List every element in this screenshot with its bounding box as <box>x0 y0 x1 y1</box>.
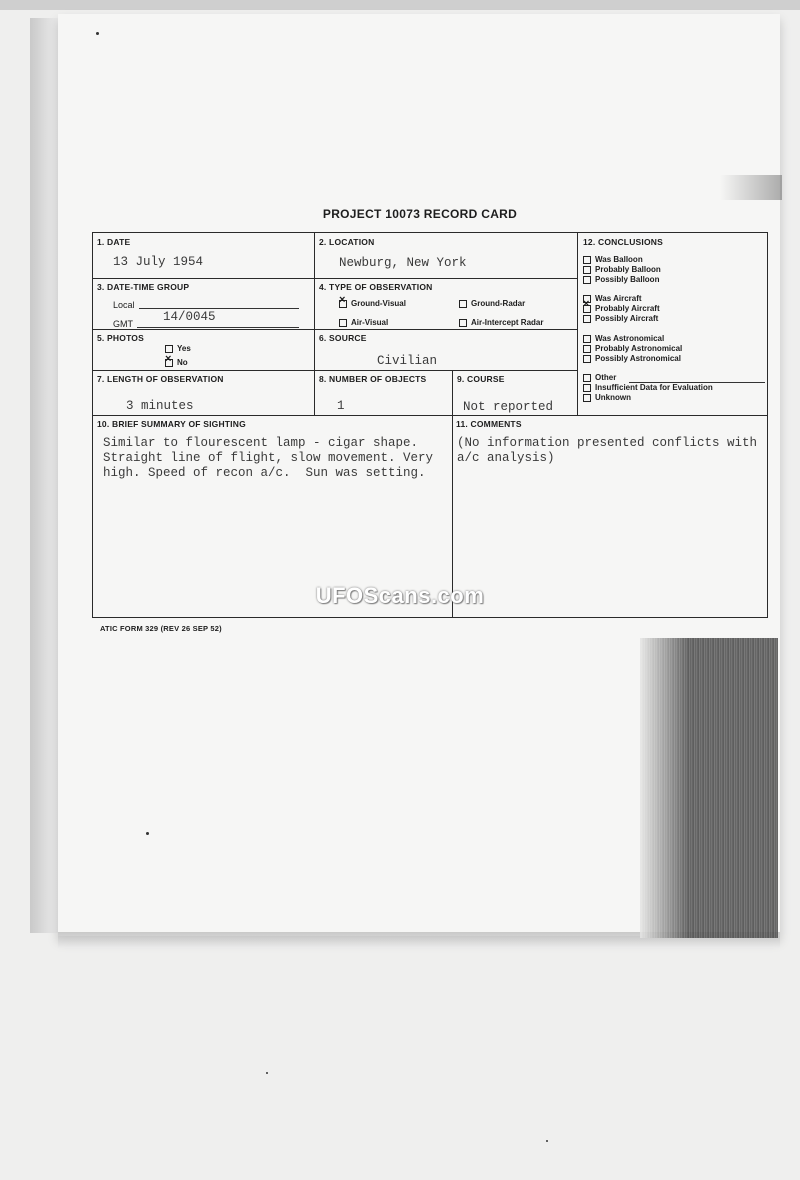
conclusion-text: Insufficient Data for Evaluation <box>595 383 713 392</box>
conclusion-text: Probably Astronomical <box>595 344 683 353</box>
conclusions-label: 12. CONCLUSIONS <box>583 237 663 247</box>
checkbox-icon <box>583 355 591 363</box>
source-label: 6. SOURCE <box>319 333 367 343</box>
checkbox-icon <box>583 374 591 382</box>
date-label: 1. DATE <box>97 237 131 247</box>
scan-speck <box>96 32 99 35</box>
source-value: Civilian <box>377 354 438 368</box>
form-id: ATIC FORM 329 (REV 26 SEP 52) <box>100 624 222 633</box>
conclusion-text: Unknown <box>595 393 631 402</box>
conclusion-text: Probably Aircraft <box>595 304 660 313</box>
conclusion-item <box>583 334 664 344</box>
conclusion-item <box>583 314 658 324</box>
comments-line: a/c analysis) <box>457 451 555 465</box>
divider <box>93 329 577 330</box>
conclusion-text: Possibly Aircraft <box>595 314 659 323</box>
checkbox-icon <box>583 345 591 353</box>
checkbox-checked-icon <box>583 305 591 313</box>
divider <box>452 370 453 415</box>
gmt-line <box>137 327 299 328</box>
conclusion-item <box>583 344 682 354</box>
divider <box>577 233 578 415</box>
air-intercept-text: Air-Intercept Radar <box>471 318 544 327</box>
divider <box>93 415 767 416</box>
ground-radar-option <box>459 299 525 308</box>
conclusion-item <box>583 373 616 383</box>
num-objects-label: 8. NUMBER OF OBJECTS <box>319 374 427 384</box>
num-objects-value: 1 <box>337 399 345 413</box>
summary-label: 10. BRIEF SUMMARY OF SIGHTING <box>97 419 246 429</box>
conclusion-item <box>583 304 660 314</box>
location-value: Newburg, New York <box>339 256 467 270</box>
conclusion-item <box>583 294 642 304</box>
conclusions-list <box>583 255 767 415</box>
obs-type-label: 4. TYPE OF OBSERVATION <box>319 282 433 292</box>
conclusion-item <box>583 383 713 393</box>
ground-visual-text: Ground-Visual <box>351 299 406 308</box>
conclusion-item <box>583 275 659 285</box>
checkbox-checked-icon <box>165 359 173 367</box>
checkbox-icon <box>583 335 591 343</box>
gmt-value: 14/0045 <box>163 310 216 324</box>
scan-speck <box>266 1072 268 1074</box>
conclusion-item <box>583 393 631 403</box>
conclusion-text: Probably Balloon <box>595 265 661 274</box>
comments-label: 11. COMMENTS <box>456 419 522 429</box>
photos-no-option <box>165 358 188 367</box>
checkbox-icon <box>339 319 347 327</box>
local-line <box>139 308 299 309</box>
ground-visual-option <box>339 299 406 308</box>
ground-radar-text: Ground-Radar <box>471 299 526 308</box>
conclusion-text: Other <box>595 373 617 382</box>
scan-smudge <box>640 638 778 938</box>
checkbox-icon <box>459 319 467 327</box>
photos-yes-option <box>165 344 191 353</box>
conclusion-text: Possibly Astronomical <box>595 354 681 363</box>
scan-speck <box>146 832 149 835</box>
checkbox-icon <box>165 345 173 353</box>
location-label: 2. LOCATION <box>319 237 375 247</box>
summary-line: high. Speed of recon a/c. Sun was setting. <box>103 466 426 480</box>
conclusion-item <box>583 265 661 275</box>
date-value: 13 July 1954 <box>113 255 204 269</box>
conclusion-text: Possibly Balloon <box>595 275 660 284</box>
conclusion-text: Was Astronomical <box>595 334 665 343</box>
checkbox-icon <box>583 384 591 392</box>
divider <box>93 370 577 371</box>
conclusion-item <box>583 354 681 364</box>
air-visual-option <box>339 318 388 327</box>
gmt-label: GMT <box>113 319 133 329</box>
record-card-form <box>92 232 768 618</box>
scan-top-edge <box>0 0 800 10</box>
divider <box>93 278 577 279</box>
comments-line: (No information presented conflicts with <box>457 436 758 450</box>
length-label: 7. LENGTH OF OBSERVATION <box>97 374 224 384</box>
summary-line: Similar to flourescent lamp - cigar shape. <box>103 436 419 450</box>
scan-smudge-top <box>720 175 782 200</box>
air-intercept-option <box>459 318 543 327</box>
course-label: 9. COURSE <box>457 374 505 384</box>
course-value: Not reported <box>463 400 554 414</box>
conclusion-item <box>583 255 643 265</box>
summary-line: Straight line of flight, slow movement. Very <box>103 451 434 465</box>
checkbox-icon <box>583 315 591 323</box>
scan-speck <box>546 1140 548 1142</box>
checkbox-icon <box>459 300 467 308</box>
local-label: Local <box>113 300 135 310</box>
checkbox-icon <box>583 394 591 402</box>
conclusion-text: Was Balloon <box>595 255 643 264</box>
photos-label: 5. PHOTOS <box>97 333 144 343</box>
checkbox-icon <box>583 256 591 264</box>
photos-yes-text: Yes <box>177 344 191 353</box>
divider <box>314 233 315 415</box>
checkbox-icon <box>583 266 591 274</box>
length-value: 3 minutes <box>126 399 194 413</box>
air-visual-text: Air-Visual <box>351 318 389 327</box>
watermark: UFOScans.com <box>315 583 485 608</box>
card-title: PROJECT 10073 RECORD CARD <box>322 207 518 221</box>
checkbox-icon <box>583 276 591 284</box>
checkbox-checked-icon <box>339 300 347 308</box>
conclusion-text: Was Aircraft <box>595 294 642 303</box>
photos-no-text: No <box>177 358 188 367</box>
dtg-label: 3. DATE-TIME GROUP <box>97 282 190 292</box>
